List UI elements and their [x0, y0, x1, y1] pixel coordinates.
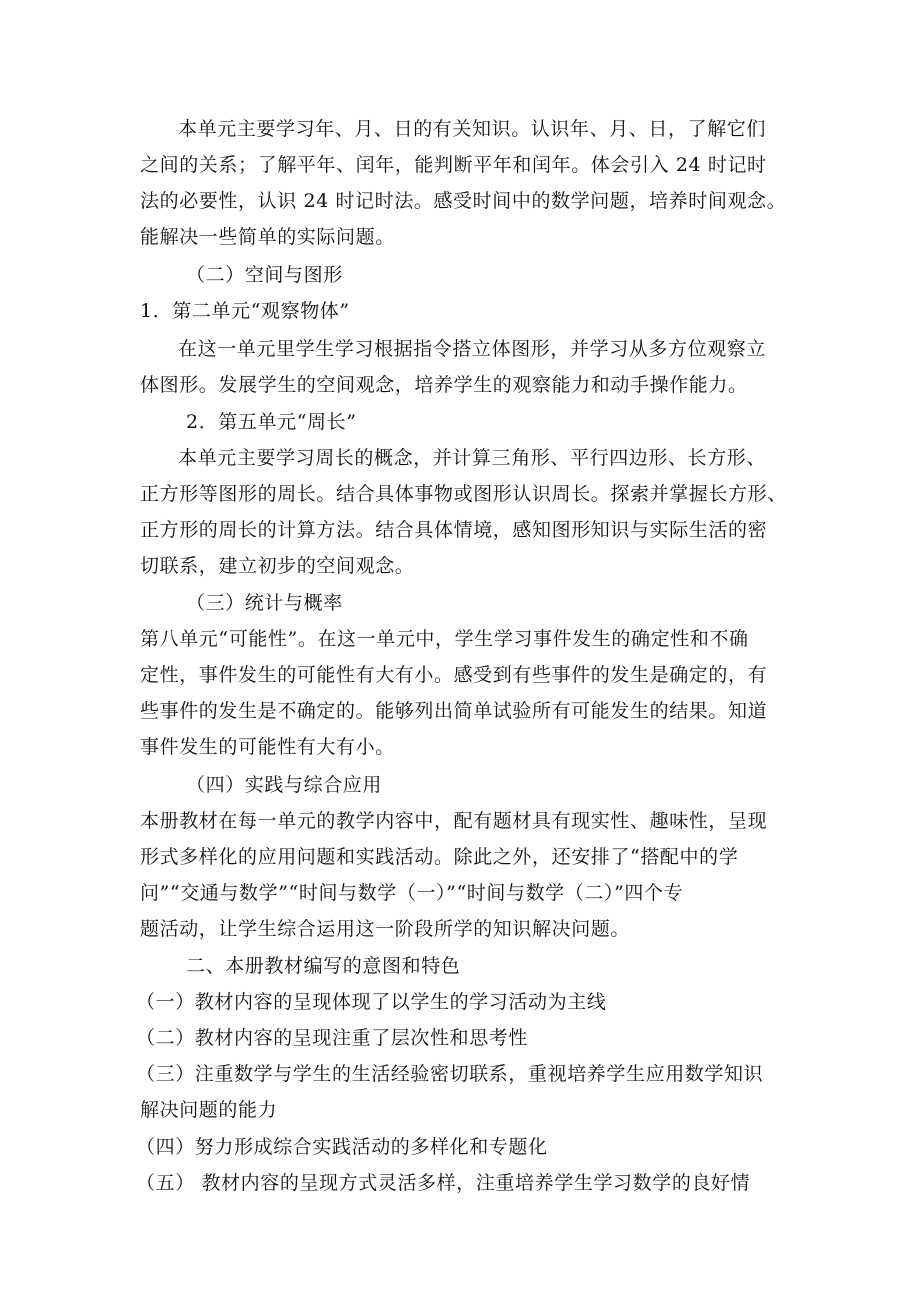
list-item-3-cont: 解决问题的能力 [140, 1099, 278, 1121]
paragraph-line-2: 之间的关系；了解平年、闰年，能判断平年和闰年。体会引入 24 时记时 [140, 154, 767, 176]
list-item-3: （三）注重数学与学生的生活经验密切联系，重视培养学生应用数学知识 [136, 1063, 764, 1085]
paragraph-line-21: 形式多样化的应用问题和实践活动。除此之外，还安排了“搭配中的学 [140, 846, 739, 868]
unit-heading-observe-objects: 1．第二单元“观察物体” [140, 300, 350, 322]
list-item-1: （一）教材内容的呈现体现了以学生的学习活动为主线 [136, 991, 607, 1013]
paragraph-line-22: 问”“交通与数学”“时间与数学（一）”“时间与数学（二）”四个专 [140, 882, 684, 904]
paragraph-line-23: 题活动，让学生综合运用这一阶段所学的知识解决问题。 [140, 918, 631, 940]
paragraph-line-3: 法的必要性，认识 24 时记时法。感受时间中的数学问题，培养时间观念。 [140, 190, 787, 212]
paragraph-line-11: 正方形等图形的周长。结合具体事物或图形认识周长。探索并掌握长方形、 [140, 483, 787, 505]
paragraph-line-10: 本单元主要学习周长的概念，并计算三角形、平行四边形、长方形、 [178, 447, 767, 469]
unit-heading-perimeter: 2．第五单元“周长” [186, 411, 357, 433]
list-item-4: （四）努力形成综合实践活动的多样化和专题化 [136, 1136, 548, 1158]
section-heading-intent: 二、本册教材编写的意图和特色 [186, 955, 461, 977]
paragraph-line-13: 切联系，建立初步的空间观念。 [140, 555, 415, 577]
paragraph-line-8: 体图形。发展学生的空间观念，培养学生的观察能力和动手操作能力。 [140, 374, 748, 396]
list-item-5: （五） 教材内容的呈现方式灵活多样，注重培养学生学习数学的良好情 [136, 1172, 751, 1194]
paragraph-line-1: 本单元主要学习年、月、日的有关知识。认识年、月、日，了解它们 [178, 118, 767, 140]
paragraph-line-15: 第八单元“可能性”。在这一单元中，学生学习事件发生的确定性和不确 [140, 628, 749, 650]
paragraph-line-16: 定性，事件发生的可能性有大有小。感受到有些事件的发生是确定的，有 [140, 664, 768, 686]
paragraph-line-20: 本册教材在每一单元的教学内容中，配有题材具有现实性、趣味性，呈现 [140, 810, 768, 832]
list-item-2: （二）教材内容的呈现注重了层次性和思考性 [136, 1027, 529, 1049]
paragraph-line-7: 在这一单元里学生学习根据指令搭立体图形，并学习从多方位观察立 [178, 338, 767, 360]
paragraph-line-17: 些事件的发生是不确定的。能够列出简单试验所有可能发生的结果。知道 [140, 700, 768, 722]
paragraph-line-18: 事件发生的可能性有大有小。 [140, 736, 395, 758]
section-heading-statistics: （三）统计与概率 [186, 592, 343, 614]
paragraph-line-4: 能解决一些简单的实际问题。 [140, 226, 395, 248]
section-heading-space-geometry: （二）空间与图形 [186, 264, 343, 286]
section-heading-practice: （四）实践与综合应用 [186, 774, 383, 796]
paragraph-line-12: 正方形的周长的计算方法。结合具体情境，感知图形知识与实际生活的密 [140, 519, 768, 541]
